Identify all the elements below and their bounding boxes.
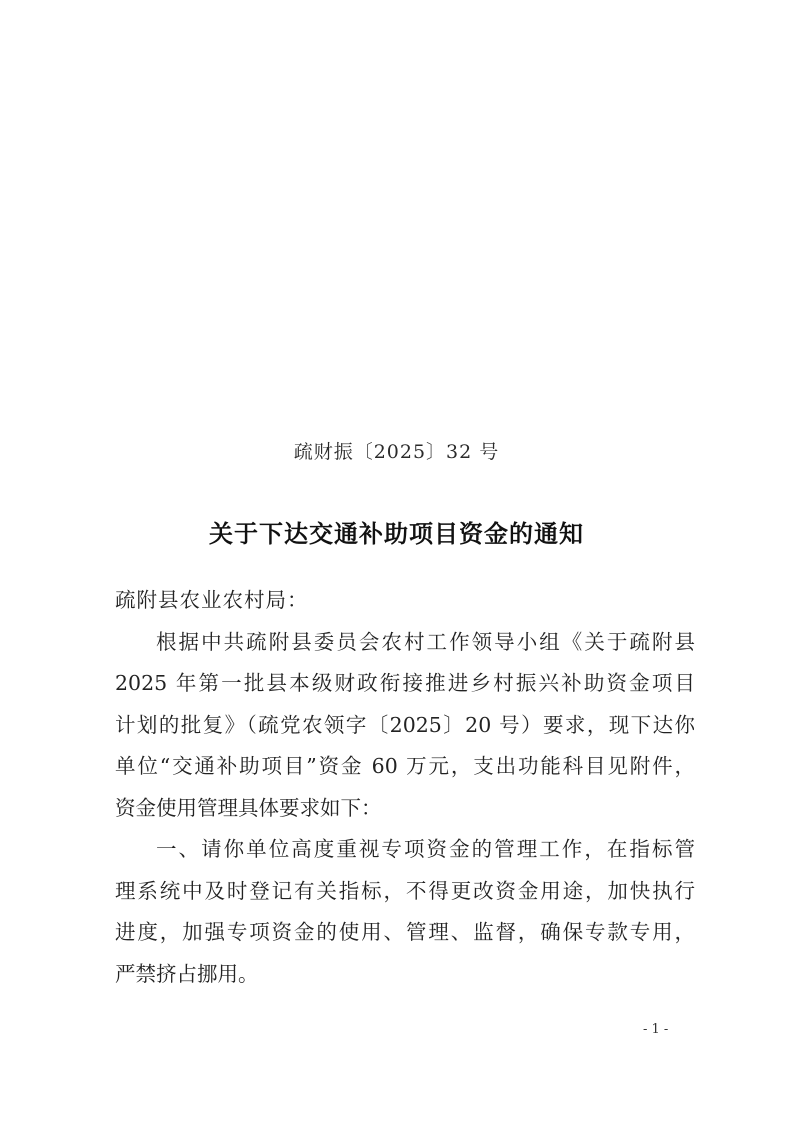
paragraph-2-line: 一、请你单位高度重视专项资金的管理工作，在指标管 [156, 837, 695, 861]
paragraph-2-line: 进度，加强专项资金的使用、管理、监督，确保专款专用， [115, 920, 695, 944]
paragraph-1 [115, 622, 695, 830]
document-number: 疏财振〔2025〕32 号 [293, 441, 500, 463]
paragraph-1-line: 根据中共疏附县委员会农村工作领导小组《关于疏附县 [156, 629, 695, 654]
paragraph-1-line: 计划的批复》（疏党农领字〔2025〕20 号）要求，现下达你 [115, 712, 695, 737]
paragraph-1-line: 单位“交通补助项目”资金 60 万元，支出功能科目见附件， [115, 754, 695, 778]
document-title: 关于下达交通补助项目资金的通知 [209, 520, 584, 548]
document-body [115, 580, 695, 995]
paragraph-2-line: 理系统中及时登记有关指标，不得更改资金用途，加快执行 [115, 878, 695, 903]
page-number: - 1 - [643, 1022, 669, 1037]
paragraph-1-line: 2025 年第一批县本级财政衔接推进乡村振兴补助资金项目 [115, 671, 695, 695]
paragraph-2-line: 严禁挤占挪用。 [115, 961, 259, 986]
paragraph-1-line: 资金使用管理具体要求如下： [115, 795, 382, 820]
recipient-line: 疏附县农业农村局： [115, 588, 309, 612]
paragraph-2 [115, 829, 695, 995]
